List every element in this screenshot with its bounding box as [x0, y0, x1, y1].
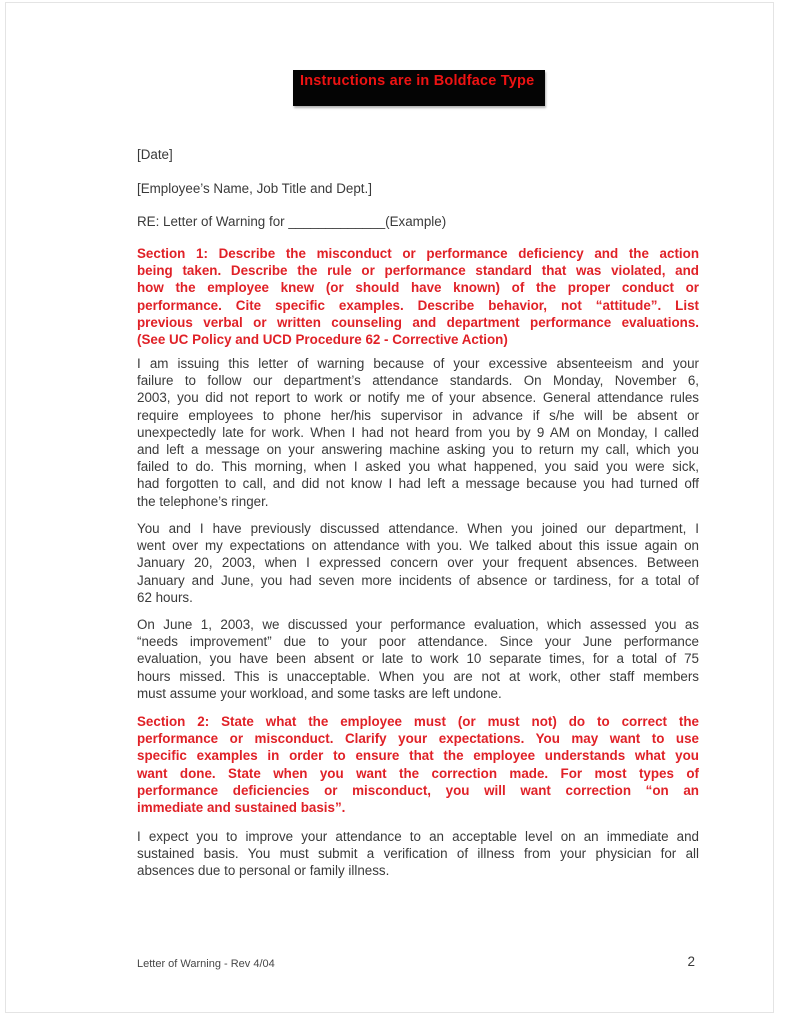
text-line: 62 hours.: [137, 589, 193, 605]
text-line: being taken. Describe the rule or performance standard that was violated, and: [137, 263, 699, 279]
text-line: failed to do. This morning, when I asked you what happened, you said you were sick,: [137, 459, 699, 475]
text-line: absences due to personal or family illness.: [137, 863, 390, 879]
text-line: “needs improvement” due to your poor attendance. Since your June performance: [137, 634, 699, 650]
text-line: previous verbal or written counseling and department performance evaluations.: [137, 314, 699, 330]
text-line: and left a message on your answering machine asking you to return my call, which you: [137, 442, 699, 458]
text-line: require employees to phone her/his supervisor in advance if s/he will be absent or: [137, 407, 699, 423]
section-2-instructions: [137, 713, 699, 816]
text-line: unexpectedly late for work. When I had not heard from you by 9 AM on Monday, I called: [137, 424, 699, 440]
text-line: January and June, you had seven more incidents of absence or tardiness, for a total of: [137, 572, 699, 588]
date-placeholder: [Date]: [137, 147, 173, 162]
re-subject-line: RE: Letter of Warning for _____________(Example): [137, 214, 447, 229]
text-line: January 20, 2003, when I expressed concern over your frequent absences. Between: [137, 555, 699, 571]
text-line: want done. State when you want the correction made. For most types of: [137, 765, 699, 781]
employee-placeholder: [Employee’s Name, Job Title and Dept.]: [137, 181, 372, 196]
instructions-banner-label: Instructions are in Boldface Type: [300, 73, 535, 89]
text-line: You and I have previously discussed attendance. When you joined our department, I: [137, 521, 699, 536]
body-paragraph-4: [137, 828, 699, 880]
text-line: failure to follow our department’s attendance standards. On Monday, November 6,: [137, 373, 699, 389]
text-line: the telephone’s ringer.: [137, 493, 269, 509]
text-line: On June 1, 2003, we discussed your performance evaluation, which assessed you as: [137, 617, 699, 632]
text-line: performance deficiencies or misconduct, you will want correction “on an: [137, 782, 699, 798]
body-paragraph-2: [137, 520, 699, 606]
section-1-instructions: [137, 245, 699, 348]
text-line: hours missed. This is unacceptable. When you are not at work, other staff members: [137, 668, 699, 684]
body-paragraph-3: [137, 616, 699, 702]
text-line: performance or misconduct. Clarify your expectations. You may want to use: [137, 731, 699, 747]
text-line: evaluation, you have been absent or late to work 10 separate times, for a total of 75: [137, 651, 699, 667]
text-line: Section 1: Describe the misconduct or performance deficiency and the action: [137, 246, 699, 261]
text-line: 2003, you did not report to work or notify me of your absence. General attendance rules: [137, 390, 699, 406]
text-line: I expect you to improve your attendance to an acceptable level on an immediate and: [137, 829, 699, 844]
instructions-banner: [293, 70, 545, 106]
text-line: sustained basis. You must submit a verification of illness from your physician for all: [137, 846, 699, 862]
text-line: performance. Cite specific examples. Describe behavior, not “attitude”. List: [137, 297, 699, 313]
text-line: went over my expectations on attendance with you. We talked about this issue again on: [137, 538, 699, 554]
text-line: how the employee knew (or should have known) of the proper conduct or: [137, 280, 699, 296]
text-line: must assume your workload, and some tasks are left undone.: [137, 685, 502, 701]
body-paragraph-1: [137, 355, 699, 510]
page-number: 2: [687, 954, 695, 969]
text-line: (See UC Policy and UCD Procedure 62 - Corrective Action): [137, 332, 508, 348]
text-line: had forgotten to call, and did not know I had left a message because you had turned off: [137, 476, 699, 492]
text-line: I am issuing this letter of warning because of your excessive absenteeism and your: [137, 356, 699, 371]
footer-document-reference: Letter of Warning - Rev 4/04: [137, 958, 275, 970]
text-line: immediate and sustained basis”.: [137, 800, 346, 816]
text-line: Section 2: State what the employee must (or must not) do to correct the: [137, 714, 699, 729]
text-line: specific examples in order to ensure that the employee understands what you: [137, 748, 699, 764]
